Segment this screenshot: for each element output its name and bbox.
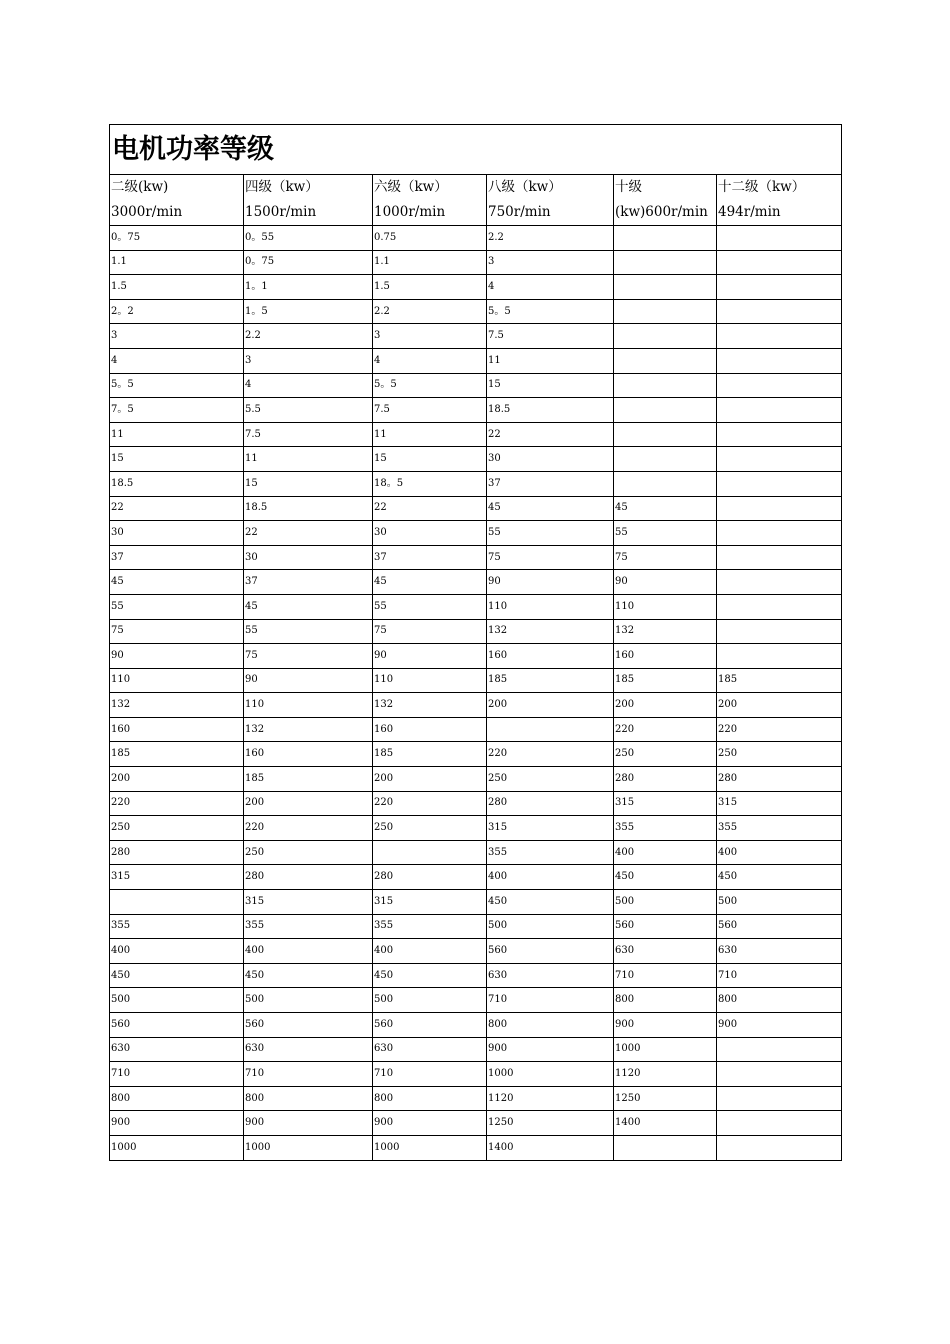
table-cell: 2。2 bbox=[110, 299, 244, 324]
table-cell: 355 bbox=[110, 914, 244, 939]
table-cell: 160 bbox=[614, 644, 717, 669]
table-cell: 315 bbox=[717, 791, 842, 816]
table-cell bbox=[614, 324, 717, 349]
table-cell: 18.5 bbox=[110, 471, 244, 496]
table-cell bbox=[717, 299, 842, 324]
table-cell: 45 bbox=[110, 570, 244, 595]
header-cell-12-pole bbox=[717, 175, 842, 226]
table-cell: 30 bbox=[244, 545, 373, 570]
table-cell: 800 bbox=[110, 1086, 244, 1111]
table-cell: 4 bbox=[110, 348, 244, 373]
table-cell: 75 bbox=[373, 619, 487, 644]
table-cell: 1.5 bbox=[373, 275, 487, 300]
table-cell bbox=[614, 1135, 717, 1160]
table-cell bbox=[614, 471, 717, 496]
table-row bbox=[110, 619, 842, 644]
table-cell: 280 bbox=[487, 791, 614, 816]
table-cell: 220 bbox=[614, 717, 717, 742]
table-cell: 7。5 bbox=[110, 398, 244, 423]
table-cell: 110 bbox=[244, 693, 373, 718]
table-cell bbox=[614, 373, 717, 398]
table-row bbox=[110, 1037, 842, 1062]
table-cell: 90 bbox=[244, 668, 373, 693]
table-cell: 710 bbox=[244, 1062, 373, 1087]
table-cell: 185 bbox=[244, 767, 373, 792]
table-cell: 7.5 bbox=[373, 398, 487, 423]
table-cell bbox=[717, 644, 842, 669]
table-cell: 250 bbox=[244, 840, 373, 865]
table-cell: 450 bbox=[717, 865, 842, 890]
table-cell: 7.5 bbox=[487, 324, 614, 349]
table-cell: 90 bbox=[487, 570, 614, 595]
table-cell bbox=[614, 226, 717, 251]
table-cell: 900 bbox=[487, 1037, 614, 1062]
table-cell: 250 bbox=[373, 816, 487, 841]
table-cell: 30 bbox=[373, 521, 487, 546]
table-cell: 110 bbox=[614, 594, 717, 619]
table-cell: 90 bbox=[373, 644, 487, 669]
table-cell bbox=[717, 373, 842, 398]
table-cell: 400 bbox=[244, 939, 373, 964]
table-row bbox=[110, 1086, 842, 1111]
table-cell: 1.1 bbox=[373, 250, 487, 275]
table-cell bbox=[717, 1037, 842, 1062]
table-cell: 45 bbox=[614, 496, 717, 521]
table-cell: 500 bbox=[110, 988, 244, 1013]
table-cell: 315 bbox=[487, 816, 614, 841]
table-cell: 500 bbox=[487, 914, 614, 939]
table-row bbox=[110, 840, 842, 865]
table-cell: 220 bbox=[244, 816, 373, 841]
table-cell: 315 bbox=[614, 791, 717, 816]
table-cell: 11 bbox=[487, 348, 614, 373]
table-cell: 630 bbox=[614, 939, 717, 964]
table-cell bbox=[717, 275, 842, 300]
table-cell: 11 bbox=[110, 422, 244, 447]
table-row bbox=[110, 742, 842, 767]
header-grade: 十二级（kw） bbox=[718, 179, 806, 195]
table-cell: 18.5 bbox=[487, 398, 614, 423]
table-cell: 560 bbox=[614, 914, 717, 939]
table-cell: 55 bbox=[244, 619, 373, 644]
table-cell: 560 bbox=[373, 1013, 487, 1038]
table-cell: 560 bbox=[110, 1013, 244, 1038]
table-cell: 15 bbox=[110, 447, 244, 472]
table-cell: 132 bbox=[487, 619, 614, 644]
table-cell: 900 bbox=[614, 1013, 717, 1038]
table-cell: 200 bbox=[487, 693, 614, 718]
table-cell: 2.2 bbox=[373, 299, 487, 324]
table-cell: 630 bbox=[373, 1037, 487, 1062]
table-cell: 3 bbox=[373, 324, 487, 349]
table-cell: 110 bbox=[110, 668, 244, 693]
table-cell: 1120 bbox=[614, 1062, 717, 1087]
table-row bbox=[110, 545, 842, 570]
table-cell: 37 bbox=[244, 570, 373, 595]
table-cell: 1120 bbox=[487, 1086, 614, 1111]
table-cell: 15 bbox=[487, 373, 614, 398]
motor-power-table bbox=[109, 124, 842, 1161]
table-cell: 500 bbox=[717, 890, 842, 915]
table-cell: 500 bbox=[614, 890, 717, 915]
table-cell: 1250 bbox=[614, 1086, 717, 1111]
table-cell: 5。5 bbox=[487, 299, 614, 324]
table-cell bbox=[717, 570, 842, 595]
header-cell-6-pole bbox=[373, 175, 487, 226]
table-cell: 4 bbox=[244, 373, 373, 398]
table-cell: 3 bbox=[487, 250, 614, 275]
table-row bbox=[110, 939, 842, 964]
table-cell bbox=[717, 422, 842, 447]
table-row bbox=[110, 373, 842, 398]
table-cell: 220 bbox=[110, 791, 244, 816]
table-cell: 3 bbox=[244, 348, 373, 373]
table-cell: 900 bbox=[717, 1013, 842, 1038]
table-row bbox=[110, 471, 842, 496]
table-cell: 75 bbox=[244, 644, 373, 669]
table-cell: 22 bbox=[487, 422, 614, 447]
table-cell: 630 bbox=[717, 939, 842, 964]
table-cell: 37 bbox=[110, 545, 244, 570]
table-cell: 45 bbox=[487, 496, 614, 521]
table-cell: 630 bbox=[244, 1037, 373, 1062]
table-cell: 900 bbox=[110, 1111, 244, 1136]
table-cell: 560 bbox=[717, 914, 842, 939]
table-cell: 355 bbox=[614, 816, 717, 841]
table-cell: 280 bbox=[614, 767, 717, 792]
table-cell bbox=[614, 447, 717, 472]
table-cell: 185 bbox=[373, 742, 487, 767]
table-row bbox=[110, 496, 842, 521]
table-cell: 500 bbox=[373, 988, 487, 1013]
table-cell: 450 bbox=[373, 963, 487, 988]
table-cell: 0。55 bbox=[244, 226, 373, 251]
table-cell: 75 bbox=[614, 545, 717, 570]
table-cell: 0。75 bbox=[244, 250, 373, 275]
table-cell: 400 bbox=[110, 939, 244, 964]
table-cell: 11 bbox=[373, 422, 487, 447]
table-cell bbox=[717, 1135, 842, 1160]
header-speed: (kw)600r/min bbox=[615, 204, 708, 220]
table-cell: 7.5 bbox=[244, 422, 373, 447]
table-cell: 1000 bbox=[244, 1135, 373, 1160]
table-cell bbox=[373, 840, 487, 865]
header-cell-2-pole bbox=[110, 175, 244, 226]
table-cell: 55 bbox=[373, 594, 487, 619]
table-cell: 1000 bbox=[373, 1135, 487, 1160]
table-row bbox=[110, 447, 842, 472]
table-cell bbox=[717, 1086, 842, 1111]
table-cell: 800 bbox=[614, 988, 717, 1013]
table-cell bbox=[717, 619, 842, 644]
table-row bbox=[110, 1062, 842, 1087]
table-cell: 500 bbox=[244, 988, 373, 1013]
table-cell: 1000 bbox=[487, 1062, 614, 1087]
table-row bbox=[110, 1013, 842, 1038]
header-speed: 494r/min bbox=[718, 204, 781, 220]
table-cell: 630 bbox=[487, 963, 614, 988]
table-cell: 37 bbox=[373, 545, 487, 570]
table-cell: 450 bbox=[110, 963, 244, 988]
table-cell: 22 bbox=[110, 496, 244, 521]
table-cell: 185 bbox=[110, 742, 244, 767]
table-cell: 400 bbox=[614, 840, 717, 865]
table-cell: 710 bbox=[614, 963, 717, 988]
table-row bbox=[110, 988, 842, 1013]
table-cell: 450 bbox=[614, 865, 717, 890]
table-row bbox=[110, 767, 842, 792]
table-cell: 132 bbox=[373, 693, 487, 718]
table-cell: 280 bbox=[717, 767, 842, 792]
table-cell: 160 bbox=[373, 717, 487, 742]
table-cell: 1.5 bbox=[110, 275, 244, 300]
table-row bbox=[110, 250, 842, 275]
header-speed: 750r/min bbox=[488, 204, 551, 220]
table-cell: 800 bbox=[717, 988, 842, 1013]
table-cell: 710 bbox=[717, 963, 842, 988]
table-cell bbox=[614, 422, 717, 447]
table-cell: 5。5 bbox=[373, 373, 487, 398]
table-cell: 315 bbox=[373, 890, 487, 915]
table-cell: 160 bbox=[487, 644, 614, 669]
table-row bbox=[110, 693, 842, 718]
table-row bbox=[110, 299, 842, 324]
table-cell: 1。5 bbox=[244, 299, 373, 324]
table-cell: 1.1 bbox=[110, 250, 244, 275]
table-cell: 4 bbox=[373, 348, 487, 373]
title-row bbox=[110, 125, 842, 175]
table-cell: 710 bbox=[373, 1062, 487, 1087]
table-row bbox=[110, 324, 842, 349]
table-cell bbox=[614, 299, 717, 324]
header-cell-4-pole bbox=[244, 175, 373, 226]
table-row bbox=[110, 890, 842, 915]
table-cell: 200 bbox=[717, 693, 842, 718]
table-body bbox=[110, 125, 842, 1161]
table-row bbox=[110, 398, 842, 423]
table-row bbox=[110, 422, 842, 447]
table-cell bbox=[614, 275, 717, 300]
table-cell: 200 bbox=[244, 791, 373, 816]
table-row bbox=[110, 791, 842, 816]
table-row bbox=[110, 668, 842, 693]
table-cell: 185 bbox=[487, 668, 614, 693]
table-cell: 3 bbox=[110, 324, 244, 349]
table-cell bbox=[110, 890, 244, 915]
table-cell: 22 bbox=[373, 496, 487, 521]
table-cell bbox=[717, 398, 842, 423]
table-cell bbox=[717, 1111, 842, 1136]
table-row bbox=[110, 275, 842, 300]
table-row bbox=[110, 1111, 842, 1136]
table-row bbox=[110, 914, 842, 939]
table-row bbox=[110, 644, 842, 669]
header-grade: 四级（kw） bbox=[245, 179, 319, 195]
table-cell: 355 bbox=[373, 914, 487, 939]
table-cell: 18.5 bbox=[244, 496, 373, 521]
table-cell: 185 bbox=[717, 668, 842, 693]
table-cell bbox=[717, 250, 842, 275]
table-cell: 250 bbox=[717, 742, 842, 767]
table-cell bbox=[614, 348, 717, 373]
table-cell: 55 bbox=[487, 521, 614, 546]
table-cell: 1400 bbox=[614, 1111, 717, 1136]
table-row bbox=[110, 570, 842, 595]
table-cell: 200 bbox=[373, 767, 487, 792]
table-title: 电机功率等级 bbox=[110, 125, 842, 175]
table-cell bbox=[717, 1062, 842, 1087]
table-cell bbox=[717, 545, 842, 570]
table-cell bbox=[717, 594, 842, 619]
table-row bbox=[110, 521, 842, 546]
table-cell: 200 bbox=[614, 693, 717, 718]
table-cell: 355 bbox=[487, 840, 614, 865]
table-row bbox=[110, 865, 842, 890]
table-cell: 2.2 bbox=[487, 226, 614, 251]
table-cell: 160 bbox=[244, 742, 373, 767]
table-cell: 450 bbox=[487, 890, 614, 915]
table-row bbox=[110, 348, 842, 373]
table-cell: 1。1 bbox=[244, 275, 373, 300]
table-cell: 200 bbox=[110, 767, 244, 792]
table-cell: 45 bbox=[373, 570, 487, 595]
table-cell: 132 bbox=[110, 693, 244, 718]
table-cell: 250 bbox=[614, 742, 717, 767]
table-cell: 280 bbox=[110, 840, 244, 865]
table-cell: 560 bbox=[244, 1013, 373, 1038]
table-cell: 560 bbox=[487, 939, 614, 964]
table-cell: 45 bbox=[244, 594, 373, 619]
table-cell: 5.5 bbox=[244, 398, 373, 423]
table-cell: 1000 bbox=[614, 1037, 717, 1062]
table-cell: 710 bbox=[487, 988, 614, 1013]
table-cell: 90 bbox=[110, 644, 244, 669]
table-cell: 11 bbox=[244, 447, 373, 472]
table-cell: 132 bbox=[614, 619, 717, 644]
table-cell bbox=[717, 348, 842, 373]
table-cell: 5。5 bbox=[110, 373, 244, 398]
table-row bbox=[110, 1135, 842, 1160]
table-row bbox=[110, 594, 842, 619]
table-cell: 450 bbox=[244, 963, 373, 988]
table-cell: 90 bbox=[614, 570, 717, 595]
table-cell: 250 bbox=[110, 816, 244, 841]
table-cell bbox=[717, 521, 842, 546]
table-cell: 30 bbox=[487, 447, 614, 472]
table-cell: 22 bbox=[244, 521, 373, 546]
table-cell: 110 bbox=[487, 594, 614, 619]
table-cell: 250 bbox=[487, 767, 614, 792]
table-cell: 1000 bbox=[110, 1135, 244, 1160]
table-row bbox=[110, 717, 842, 742]
table-cell: 315 bbox=[244, 890, 373, 915]
table-cell: 132 bbox=[244, 717, 373, 742]
table-cell: 75 bbox=[110, 619, 244, 644]
table-cell bbox=[717, 496, 842, 521]
table-cell: 800 bbox=[373, 1086, 487, 1111]
table-cell bbox=[487, 717, 614, 742]
table-cell: 355 bbox=[244, 914, 373, 939]
table-cell bbox=[717, 324, 842, 349]
header-grade: 十级 bbox=[615, 179, 642, 195]
table-cell: 0。75 bbox=[110, 226, 244, 251]
table-cell: 37 bbox=[487, 471, 614, 496]
table-cell: 160 bbox=[110, 717, 244, 742]
table-cell: 18。5 bbox=[373, 471, 487, 496]
table-cell: 4 bbox=[487, 275, 614, 300]
table-row bbox=[110, 226, 842, 251]
table-cell: 355 bbox=[717, 816, 842, 841]
table-cell bbox=[717, 471, 842, 496]
table-cell: 280 bbox=[373, 865, 487, 890]
table-cell: 75 bbox=[487, 545, 614, 570]
table-cell: 30 bbox=[110, 521, 244, 546]
header-speed: 1500r/min bbox=[245, 204, 317, 220]
header-grade: 六级（kw） bbox=[374, 179, 448, 195]
header-speed: 3000r/min bbox=[111, 204, 183, 220]
header-speed: 1000r/min bbox=[374, 204, 446, 220]
table-cell: 220 bbox=[373, 791, 487, 816]
table-cell bbox=[717, 226, 842, 251]
table-cell: 900 bbox=[244, 1111, 373, 1136]
header-row bbox=[110, 175, 842, 226]
table-cell: 110 bbox=[373, 668, 487, 693]
table-cell: 2.2 bbox=[244, 324, 373, 349]
table-cell bbox=[614, 398, 717, 423]
table-cell: 400 bbox=[717, 840, 842, 865]
header-grade: 八级（kw） bbox=[488, 179, 562, 195]
table-row bbox=[110, 963, 842, 988]
table-cell: 55 bbox=[110, 594, 244, 619]
table-cell: 185 bbox=[614, 668, 717, 693]
table-cell: 15 bbox=[373, 447, 487, 472]
table-cell: 220 bbox=[487, 742, 614, 767]
table-cell: 220 bbox=[717, 717, 842, 742]
table-cell: 900 bbox=[373, 1111, 487, 1136]
table-cell: 0.75 bbox=[373, 226, 487, 251]
table-cell: 1250 bbox=[487, 1111, 614, 1136]
table-cell: 400 bbox=[487, 865, 614, 890]
header-cell-8-pole bbox=[487, 175, 614, 226]
table-cell: 1400 bbox=[487, 1135, 614, 1160]
table-cell: 280 bbox=[244, 865, 373, 890]
header-grade: 二级(kw) bbox=[111, 179, 169, 195]
table-cell bbox=[717, 447, 842, 472]
table-cell: 630 bbox=[110, 1037, 244, 1062]
table-cell: 55 bbox=[614, 521, 717, 546]
header-cell-10-pole bbox=[614, 175, 717, 226]
table-cell: 315 bbox=[110, 865, 244, 890]
table-row bbox=[110, 816, 842, 841]
table-cell: 800 bbox=[487, 1013, 614, 1038]
table-cell: 800 bbox=[244, 1086, 373, 1111]
table-cell: 710 bbox=[110, 1062, 244, 1087]
table-cell: 400 bbox=[373, 939, 487, 964]
table-cell: 15 bbox=[244, 471, 373, 496]
table-cell bbox=[614, 250, 717, 275]
